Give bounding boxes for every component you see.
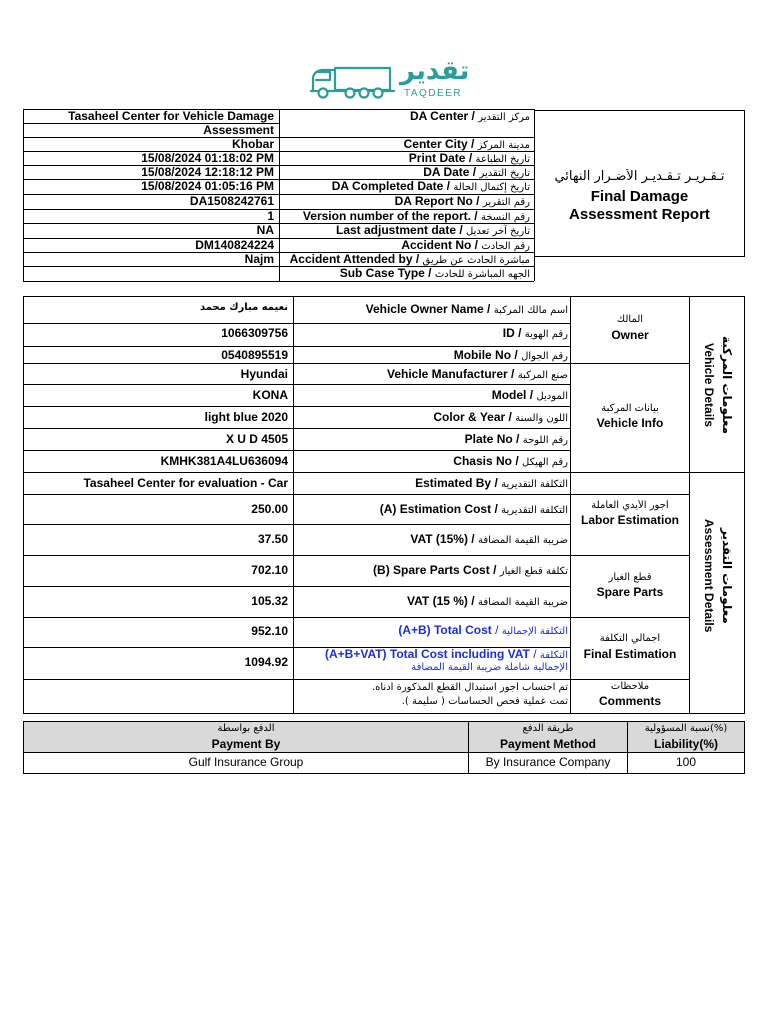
header-label-8 (280, 238, 530, 252)
total-vat-label: (A+B+VAT) Total Cost including VAT / التكلفة (324, 647, 568, 661)
liability-header-ar: نسبة المسؤولية(%) (644, 723, 728, 734)
details-group-line (570, 472, 689, 473)
vehicle-label-5 (296, 410, 568, 424)
header-label-0-ar: مركز التقدير (478, 112, 530, 123)
report-title-line2: Assessment Report (569, 206, 710, 223)
vehicle-value-6: X U D 4505 (225, 432, 288, 446)
labor-label-0 (296, 502, 568, 516)
estimated-by-label-ar: التكلفة التقديرية (501, 479, 568, 490)
total-vat-label-ar: التكلفة (539, 650, 568, 661)
details-row-line (23, 586, 570, 587)
header-label-0 (280, 109, 530, 123)
header-label-2-en: Print Date (408, 151, 466, 165)
vehicle-value-4: KONA (252, 388, 288, 402)
header-label-5-en: DA Report No (394, 194, 473, 208)
header-label-7-ar: تاريخ آخر تعديل (466, 226, 530, 237)
logo-latin-text: TAQDEER (404, 88, 463, 99)
labor-label-0-separator: / (491, 502, 502, 516)
vehicle-label-0-separator: / (483, 302, 494, 316)
spare-label-1-en: VAT (15 %) (407, 594, 468, 608)
payment-method-value: By Insurance Company (485, 755, 611, 769)
header-label-1-ar: مدينة المركز (477, 140, 530, 151)
details-row-line (23, 363, 570, 364)
header-value-7: NA (256, 223, 274, 237)
labor-label-1-separator: / (467, 532, 478, 546)
spare-label-1 (296, 594, 568, 608)
liability-header-en: Liability(%) (653, 737, 718, 751)
tow-truck-icon (308, 58, 398, 102)
vehicle-label-3-en: Vehicle Manufacturer (386, 367, 508, 381)
vehicle-label-4 (296, 388, 568, 402)
labor-group-ar: أجور الأيدي العاملة (591, 500, 669, 511)
final-group-en: Final Estimation (583, 647, 677, 661)
vehicle-label-0 (296, 302, 568, 316)
header-label-0-separator: / (468, 109, 479, 123)
details-group-line (570, 555, 689, 556)
vehicle-details-label-ar: معلومات المركبة (720, 335, 734, 435)
spare-label-0 (296, 563, 568, 577)
header-label-9-ar: مباشرة الحادث عن طريق (422, 255, 530, 266)
header-label-10 (280, 266, 530, 280)
vehicle-label-1-ar: رقم الهوية (524, 329, 568, 340)
spare-group-en: Spare Parts (596, 585, 664, 599)
header-label-4-separator: / (443, 179, 454, 193)
final-group-ar: أجمالي التكلفة (599, 633, 661, 644)
header-label-8-separator: / (471, 238, 482, 252)
header-label-5 (280, 194, 530, 208)
header-label-3-en: DA Date (423, 165, 470, 179)
header-label-10-ar: الجهه المباشرة للحادث (434, 269, 530, 280)
owner-group-en: Owner (611, 328, 649, 342)
header-label-1 (280, 137, 530, 151)
vehicle-label-0-ar: اسم مالك المركبة (493, 305, 568, 316)
details-group-line (570, 494, 689, 495)
comments-group-ar: ملاحظات (610, 681, 650, 692)
labor-label-1-en: VAT (15%) (410, 532, 468, 546)
vehicle-label-1-separator: / (514, 326, 525, 340)
details-group-line (570, 679, 689, 680)
vehicle-value-5: light blue 2020 (204, 410, 288, 424)
header-value-5: DA1508242761 (189, 194, 274, 208)
vehicle-label-5-separator: / (505, 410, 516, 424)
vehicle-info-group-en: Vehicle Info (596, 416, 664, 430)
labor-label-1 (296, 532, 568, 546)
vehicle-label-1 (296, 326, 568, 340)
assessment-details-label-en: Assessment Details (702, 519, 716, 633)
header-label-10-en: Sub Case Type (339, 266, 425, 280)
vehicle-label-7-ar: رقم الهيكل (522, 457, 568, 468)
header-value-6: 1 (267, 209, 274, 223)
spare-label-1-ar: ضريبة القيمة المضافة (477, 597, 568, 608)
details-row-line (23, 494, 570, 495)
vehicle-value-2: 0540895519 (221, 348, 288, 362)
vehicle-label-2-separator: / (511, 348, 522, 362)
details-row-line (23, 472, 570, 473)
vehicle-label-5-en: Color & Year (433, 410, 506, 424)
vehicle-label-2-ar: رقم الجوال (521, 351, 568, 362)
header-label-4-ar: تاريخ إكتمال الحالة (453, 182, 530, 193)
header-label-7-separator: / (456, 223, 467, 237)
total-vat-value: 1094.92 (244, 655, 288, 669)
vehicle-label-2-en: Mobile No (453, 348, 512, 362)
header-value-8: DM140824224 (195, 238, 274, 252)
comment-line-1: .تم احتساب أجور استبدال القطع المذكورة أدناه (371, 682, 568, 693)
logo-arabic-text: تقدير (400, 56, 470, 86)
header-label-4 (280, 179, 530, 193)
assessment-details-label-ar: معلومات التقدير (720, 528, 734, 624)
header-label-0-en: DA Center (409, 109, 469, 123)
header-label-2 (280, 151, 530, 165)
payment-by-value: Gulf Insurance Group (188, 755, 304, 769)
details-row-line (23, 428, 570, 429)
total-cost-label-ar: التكلفة الإجمالية (501, 626, 568, 637)
header-label-1-en: Center City (403, 137, 468, 151)
header-value-3: 15/08/2024 12:18:12 PM (141, 165, 274, 179)
header-label-6-en: Version number of the report. (302, 209, 471, 223)
spare-label-0-ar: تكلفة قطع الغيار (499, 566, 568, 577)
vehicle-label-6 (296, 432, 568, 446)
header-label-1-separator: / (467, 137, 478, 151)
header-label-5-separator: / (472, 194, 483, 208)
details-row-line (23, 617, 570, 618)
report-title-line1: Final Damage (590, 188, 689, 205)
details-row-line (23, 323, 570, 324)
details-row-line (23, 406, 570, 407)
estimated-by-label (296, 476, 568, 490)
labor-label-0-en: (A) Estimation Cost (379, 502, 492, 516)
details-col-divider (293, 296, 294, 714)
header-value-0: Tasaheel Center for Vehicle Damage Assessment (68, 109, 274, 137)
total-cost-label: (A+B) Total Cost / التكلفة الإجمالية (398, 623, 568, 637)
liability-value: 100 (675, 755, 697, 769)
labor-label-1-ar: ضريبة القيمة المضافة (477, 535, 568, 546)
header-label-2-separator: / (465, 151, 476, 165)
header-value-2: 15/08/2024 01:18:02 PM (141, 151, 274, 165)
details-group-line (570, 617, 689, 618)
taqdeer-logo (308, 58, 468, 102)
vehicle-label-2 (296, 348, 568, 362)
header-label-8-en: Accident No (401, 238, 472, 252)
spare-label-1-separator: / (467, 594, 478, 608)
header-label-6 (280, 209, 530, 223)
header-label-3-separator: / (469, 165, 480, 179)
header-label-7-en: Last adjustment date (336, 223, 457, 237)
header-label-2-ar: تاريخ الطباعة (475, 154, 530, 165)
details-section-line (689, 472, 745, 473)
labor-group-en: Labor Estimation (580, 513, 679, 527)
details-row-line (23, 384, 570, 385)
vehicle-label-5-ar: اللون والسنة (515, 413, 568, 424)
spare-label-0-separator: / (489, 563, 500, 577)
header-table-bottom-border (23, 281, 534, 282)
total-cost-value: 952.10 (251, 624, 288, 638)
labor-label-0-ar: التكلفة التقديرية (501, 505, 568, 516)
total-cost-label-en: (A+B) Total Cost (398, 623, 492, 637)
vehicle-value-1: 1066309756 (221, 326, 288, 340)
header-label-9 (280, 252, 530, 266)
vehicle-label-7-separator: / (511, 454, 522, 468)
details-row-line (23, 679, 570, 680)
vehicle-label-6-separator: / (512, 432, 523, 446)
vehicle-value-0: نعيمه مبارك محمد (199, 302, 288, 313)
vehicle-value-3: Hyundai (240, 367, 288, 381)
header-label-4-en: DA Completed Date (331, 179, 444, 193)
labor-value-0: 250.00 (251, 502, 288, 516)
vehicle-label-0-en: Vehicle Owner Name (365, 302, 484, 316)
vehicle-label-3 (296, 367, 568, 381)
details-row-line (23, 555, 570, 556)
details-row-line (23, 524, 570, 525)
vehicle-value-7: KMHK381A4LU636094 (160, 454, 288, 468)
payment-by-header-en: Payment By (211, 737, 281, 751)
header-label-5-ar: رقم التقرير (482, 197, 530, 208)
payment-by-header-ar: الدفع بواسطة (217, 723, 275, 734)
labor-value-1: 37.50 (257, 532, 288, 546)
payment-method-header-ar: طريقة الدفع (522, 723, 574, 734)
details-row-line (23, 450, 570, 451)
comment-line-2: .تمت عملية فحص الحساسات ( سليمة ) (401, 696, 568, 707)
estimated-by-label-en: Estimated By (415, 476, 492, 490)
details-row-line (23, 346, 570, 347)
owner-group-ar: المالك (616, 314, 644, 325)
vehicle-label-6-en: Plate No (464, 432, 513, 446)
payment-method-header-en: Payment Method (499, 737, 596, 751)
vehicle-details-label-en: Vehicle Details (702, 342, 716, 428)
header-label-9-en: Accident Attended by (289, 252, 413, 266)
vehicle-label-6-ar: رقم اللوحة (522, 435, 568, 446)
header-value-4: 15/08/2024 01:05:16 PM (141, 179, 274, 193)
vehicle-label-7 (296, 454, 568, 468)
header-label-6-ar: رقم النسخة (480, 212, 530, 223)
header-table-left-border (23, 109, 24, 281)
header-label-3 (280, 165, 530, 179)
vehicle-label-4-en: Model (491, 388, 527, 402)
vehicle-label-4-separator: / (526, 388, 537, 402)
vehicle-label-7-en: Chasis No (453, 454, 512, 468)
vehicle-label-1-en: ID (502, 326, 515, 340)
spare-value-0: 702.10 (251, 563, 288, 577)
header-label-3-ar: تاريخ التقدير (479, 168, 530, 179)
header-label-8-ar: رقم الحادث (481, 241, 530, 252)
total-vat-label-en: (A+B+VAT) Total Cost including VAT (324, 647, 530, 661)
details-col-divider (689, 296, 690, 714)
vehicle-label-3-ar: صنع المركبة (517, 370, 568, 381)
report-title-arabic: تـقـريـر تـقـديـر الأضـرار النهائي (554, 169, 725, 184)
header-label-10-separator: / (424, 266, 435, 280)
estimated-by-value: Tasaheel Center for evaluation - Car (83, 476, 288, 490)
vehicle-label-4-ar: الموديل (536, 391, 568, 402)
spare-group-ar: قطع الغيار (608, 572, 652, 583)
total-vat-label-ar2: الإجمالية شاملة ضريبة القيمة المضافة (411, 662, 568, 673)
estimated-by-label-separator: / (491, 476, 502, 490)
details-group-line (570, 363, 689, 364)
comments-group-en: Comments (598, 694, 661, 708)
header-value-9: Najm (244, 252, 274, 266)
header-label-6-separator: / (470, 209, 481, 223)
spare-label-0-en: (B) Spare Parts Cost (373, 563, 490, 577)
header-label-7 (280, 223, 530, 237)
header-value-1: Khobar (232, 137, 274, 151)
vehicle-info-group-ar: بيانات المركبة (601, 403, 659, 414)
vehicle-label-3-separator: / (507, 367, 518, 381)
spare-value-1: 105.32 (251, 594, 288, 608)
header-label-9-separator: / (412, 252, 423, 266)
